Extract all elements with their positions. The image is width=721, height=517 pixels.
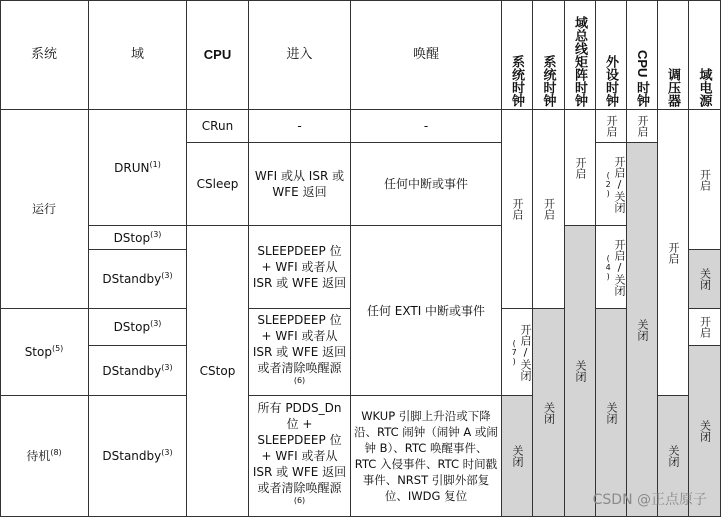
header-wakeup-label: 唤醒 bbox=[412, 46, 439, 62]
system-stop-label: Stop bbox=[24, 345, 52, 359]
header-domain-power bbox=[689, 0, 721, 110]
enter-csleep bbox=[249, 143, 351, 226]
domain-dstandby-1-sup: (3) bbox=[161, 271, 173, 280]
sys-clock-off-label: 关闭 bbox=[511, 445, 524, 467]
enter-standby-sup: (6) bbox=[293, 496, 306, 505]
header-cpu-clock-label: CPU 时钟 bbox=[635, 49, 650, 107]
domain-drun-label: DRUN bbox=[114, 160, 150, 175]
domain-dstop-2 bbox=[89, 309, 187, 346]
cpu-crun-label: CRun bbox=[201, 119, 234, 133]
periph-clock-on-label: 开启 bbox=[605, 115, 618, 137]
system-run-label: 运行 bbox=[31, 202, 56, 216]
watermark: CSDN @正点原子 bbox=[592, 492, 707, 508]
domain-dstandby-2 bbox=[89, 346, 187, 396]
domain-dstandby-3-label: DStandby bbox=[102, 449, 162, 463]
header-wakeup bbox=[351, 0, 502, 110]
wakeup-csleep bbox=[351, 143, 502, 226]
bus-clock-on bbox=[565, 110, 596, 226]
domain-power-on-1 bbox=[689, 110, 721, 250]
enter-standby-text: 所有 PDDS_Dn 位 + SLEEPDEEP 位 + WFI 或者从 ISR 或 WFE 返回或者清除唤醒源 bbox=[252, 401, 347, 495]
cpu-csleep bbox=[187, 143, 249, 226]
header-cpu-label: CPU bbox=[203, 46, 232, 62]
domain-dstop-1-label: DStop bbox=[113, 230, 151, 245]
system-standby-sup: (8) bbox=[50, 448, 62, 457]
header-system-label: 系统 bbox=[30, 46, 57, 62]
periph-clock-off bbox=[596, 309, 627, 517]
domain-power-off-1-label: 关闭 bbox=[698, 268, 712, 290]
enter-stop bbox=[249, 309, 351, 396]
periph-clock-onoff-1-label: 开启/关闭 bbox=[613, 155, 626, 213]
cpu-clock-on-label: 开启 bbox=[636, 115, 649, 137]
enter-stop-sup: (6) bbox=[293, 376, 306, 385]
sys-clock-onoff-sup: (7) bbox=[509, 338, 519, 366]
enter-stop-text: SLEEPDEEP 位 + WFI 或者从 ISR 或 WFE 返回或者清除唤醒源 bbox=[252, 313, 347, 375]
domain-dstop-2-sup: (3) bbox=[150, 319, 162, 328]
domain-dstop-1-sup: (3) bbox=[150, 229, 162, 239]
cpu-crun bbox=[187, 110, 249, 143]
domain-drun bbox=[89, 110, 187, 226]
cpu-clock-off-label: 关闭 bbox=[636, 318, 649, 341]
header-cpu-clock bbox=[627, 0, 658, 110]
sys-clock-onoff bbox=[502, 309, 533, 396]
cpu-csleep-label: CSleep bbox=[196, 177, 239, 191]
domain-dstandby-3-sup: (3) bbox=[161, 448, 173, 457]
bus-clock-off-label: 关闭 bbox=[574, 360, 587, 382]
sys-clock-off bbox=[502, 396, 533, 517]
system-stop-sup: (5) bbox=[51, 344, 64, 353]
header-domain-label: 域 bbox=[130, 46, 144, 62]
periph-clock-onoff-2 bbox=[596, 226, 627, 309]
system-clock-off bbox=[533, 309, 565, 517]
cpu-cstop bbox=[187, 226, 249, 517]
cpu-clock-off bbox=[627, 143, 658, 517]
header-system-clock-label: 系统时钟 bbox=[541, 55, 557, 107]
system-stop bbox=[0, 309, 89, 396]
enter-drun-stop bbox=[249, 226, 351, 309]
system-clock-off-label: 关闭 bbox=[542, 401, 556, 424]
regulator-on-label: 开启 bbox=[667, 241, 680, 264]
domain-power-off-2-label: 关闭 bbox=[698, 420, 712, 442]
header-bus-matrix-clock bbox=[565, 0, 596, 110]
header-sys-clock-label: 系统时钟 bbox=[510, 55, 525, 107]
domain-power-off-1 bbox=[689, 250, 721, 309]
wakeup-standby bbox=[351, 396, 502, 517]
system-standby-label: 待机 bbox=[26, 449, 51, 463]
domain-dstop-1 bbox=[89, 226, 187, 250]
header-domain bbox=[89, 0, 187, 110]
wakeup-exti bbox=[351, 226, 502, 396]
cpu-clock-on bbox=[627, 110, 658, 143]
domain-power-on-1-label: 开启 bbox=[698, 168, 712, 191]
periph-clock-onoff-1 bbox=[596, 143, 627, 226]
regulator-off-label: 关闭 bbox=[667, 445, 680, 467]
header-system-clock bbox=[533, 0, 565, 110]
wakeup-csleep-text: 任何中断或事件 bbox=[383, 177, 468, 191]
header-enter bbox=[249, 0, 351, 110]
header-peripheral-clock bbox=[596, 0, 627, 110]
wakeup-crun-dash: - bbox=[423, 119, 429, 133]
header-regulator bbox=[658, 0, 689, 110]
enter-drun-stop-text: SLEEPDEEP 位 + WFI 或者从 ISR 或 WFE 返回 bbox=[252, 244, 347, 290]
periph-clock-onoff-2-label: 开启/关闭 bbox=[613, 238, 626, 296]
bus-clock-off bbox=[565, 226, 596, 517]
enter-crun-dash: - bbox=[297, 119, 302, 133]
wakeup-crun bbox=[351, 110, 502, 143]
bus-clock-on-label: 开启 bbox=[574, 156, 587, 179]
domain-dstandby-2-label: DStandby bbox=[102, 363, 162, 378]
cpu-cstop-label: CStop bbox=[199, 364, 236, 378]
domain-drun-sup: (1) bbox=[149, 159, 161, 169]
domain-dstop-2-label: DStop bbox=[113, 320, 151, 334]
header-regulator-label: 调压器 bbox=[666, 68, 681, 107]
domain-power-on-2-label: 开启 bbox=[698, 316, 712, 338]
domain-dstandby-2-sup: (3) bbox=[161, 362, 173, 372]
periph-clock-off-label: 关闭 bbox=[605, 401, 618, 424]
header-peripheral-clock-label: 外设时钟 bbox=[604, 55, 619, 107]
header-system bbox=[0, 0, 89, 110]
domain-dstandby-1 bbox=[89, 250, 187, 309]
system-standby bbox=[0, 396, 89, 517]
enter-crun bbox=[249, 110, 351, 143]
wakeup-exti-text: 任何 EXTI 中断或事件 bbox=[366, 303, 486, 318]
wakeup-standby-text: WKUP 引脚上升沿或下降沿、RTC 闹钟（闹钟 A 或闹钟 B）、RTC 唤醒事件、RTC 入侵事件、RTC 时间戳事件、NRST 引脚外部复位、IWDG 复位 bbox=[354, 409, 498, 503]
periph-clock-onoff-1-sup: (2) bbox=[603, 170, 613, 198]
sys-clock-on bbox=[502, 110, 533, 309]
sys-clock-onoff-label: 开启/关闭 bbox=[519, 323, 532, 381]
periph-clock-onoff-2-sup: (4) bbox=[603, 253, 613, 281]
sys-clock-on-label: 开启 bbox=[511, 198, 524, 220]
header-bus-matrix-clock-label: 域总线矩阵时钟 bbox=[573, 16, 588, 107]
enter-csleep-text: WFI 或从 ISR 或 WFE 返回 bbox=[254, 169, 345, 199]
domain-dstandby-1-label: DStandby bbox=[102, 272, 162, 286]
header-domain-power-label: 域电源 bbox=[697, 68, 713, 107]
system-clock-on bbox=[533, 110, 565, 309]
enter-standby bbox=[249, 396, 351, 517]
domain-dstandby-3 bbox=[89, 396, 187, 517]
periph-clock-on bbox=[596, 110, 627, 143]
regulator-on bbox=[658, 110, 689, 396]
header-cpu bbox=[187, 0, 249, 110]
header-enter-label: 进入 bbox=[286, 46, 313, 62]
system-clock-on-label: 开启 bbox=[542, 198, 556, 220]
header-sys-clock bbox=[502, 0, 533, 110]
domain-power-on-2 bbox=[689, 309, 721, 346]
system-run bbox=[0, 110, 89, 309]
